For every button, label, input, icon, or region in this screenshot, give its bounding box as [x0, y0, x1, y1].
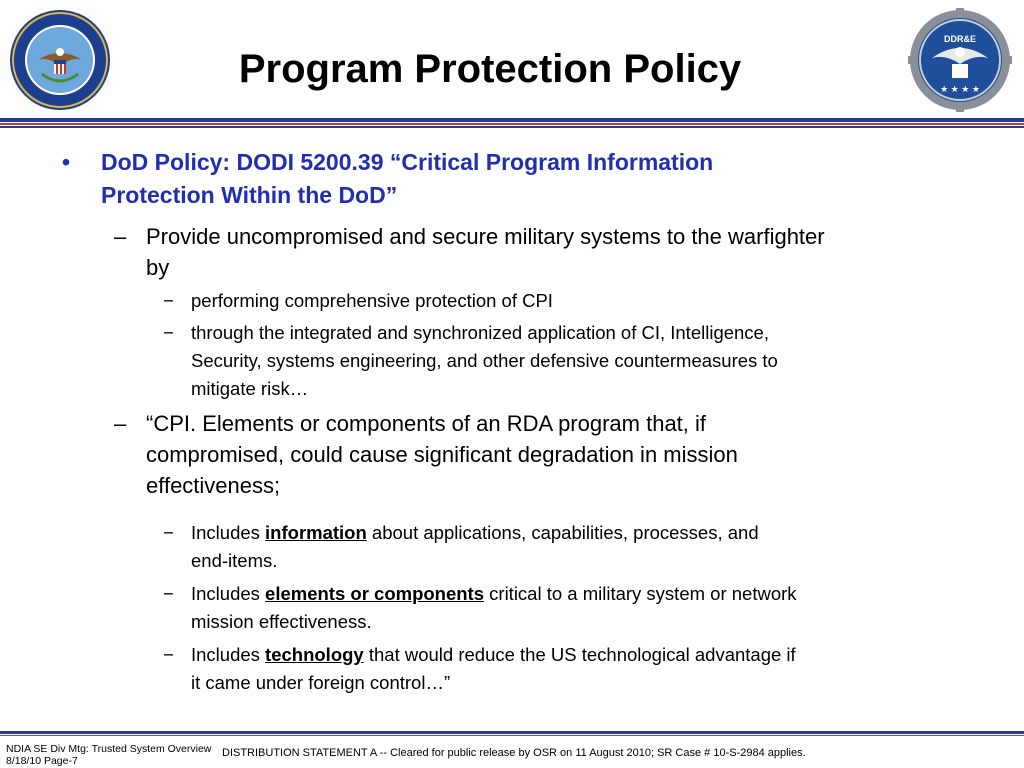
item-through-line2: Security, systems engineering, and other defensive countermeasures to — [191, 350, 778, 371]
item-performing-protection: performing comprehensive protection of CPI — [191, 290, 553, 311]
item-elements-line2: mission effectiveness. — [191, 611, 372, 632]
item-information-line1: Includes information about applications, capabilities, processes, and — [191, 522, 759, 543]
subbullet-cpi-line3: effectiveness; — [146, 473, 281, 498]
dash-marker: − — [163, 290, 174, 311]
footer-meeting-title: NDIA SE Div Mtg: Trusted System Overview — [6, 743, 212, 755]
item-technology-line1: Includes technology that would reduce the US technological advantage if — [191, 644, 796, 665]
bullet-dodi-policy-line1: DoD Policy: DODI 5200.39 “Critical Program Information — [101, 149, 714, 175]
item-through-line1: through the integrated and synchronized application of CI, Intelligence, — [191, 322, 769, 343]
dash-marker: − — [163, 644, 174, 665]
subbullet-provide-line2: by — [146, 255, 170, 280]
subbullet-cpi-line2: compromised, could cause significant degradation in mission — [146, 442, 738, 467]
svg-text:★ ★ ★ ★: ★ ★ ★ ★ — [940, 84, 980, 94]
item-elements-line1: Includes elements or components critical to a military system or network — [191, 583, 797, 604]
distribution-statement: DISTRIBUTION STATEMENT A -- Cleared for public release by OSR on 11 August 2010; SR Case # 10-S-2984 applies. — [222, 747, 806, 759]
keyword-elements-or-components: elements or components — [265, 583, 485, 604]
footer-meeting-info — [6, 743, 211, 767]
footer-date-page: 8/18/10 Page-7 — [6, 755, 78, 767]
item-through-line3: mitigate risk… — [191, 378, 309, 399]
keyword-technology: technology — [265, 644, 364, 665]
slide-title: Program Protection Policy — [238, 47, 742, 91]
subbullet-cpi-line1: “CPI. Elements or components of an RDA program that, if — [146, 411, 707, 436]
bullet-dodi-policy-line2: Protection Within the DoD” — [101, 182, 398, 208]
item-technology-line2: it came under foreign control…” — [191, 672, 451, 693]
svg-text:DDR&E: DDR&E — [943, 34, 977, 44]
footer-rule-accent — [0, 735, 1024, 736]
dash-marker: − — [163, 583, 174, 604]
dash-marker: − — [163, 522, 174, 543]
bullet-marker: • — [62, 149, 71, 175]
dash-marker: − — [163, 322, 174, 343]
dash-marker: – — [114, 411, 127, 436]
subbullet-provide-line1: Provide uncompromised and secure military systems to the warfighter — [146, 224, 825, 249]
footer-rule — [0, 731, 1024, 734]
dash-marker: – — [114, 224, 127, 249]
item-information-line2: end-items. — [191, 550, 278, 571]
keyword-information: information — [265, 522, 367, 543]
